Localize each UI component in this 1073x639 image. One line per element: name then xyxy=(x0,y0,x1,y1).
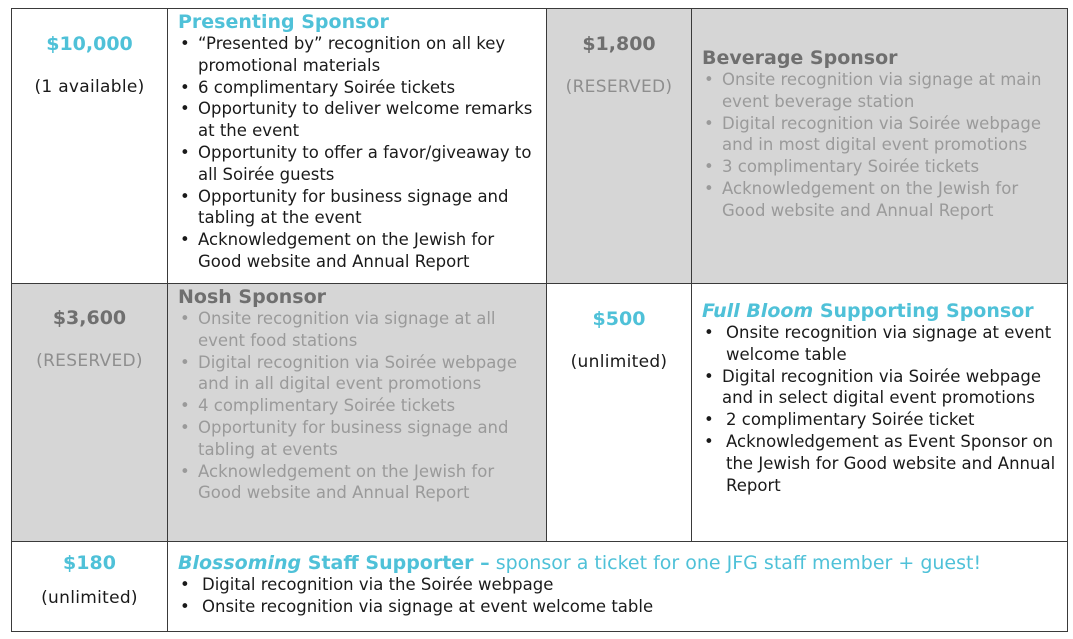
availability: (RESERVED) xyxy=(565,77,673,97)
details-cell-staff xyxy=(168,542,1067,631)
tier-title xyxy=(702,300,1061,322)
details-cell-nosh xyxy=(168,284,547,542)
benefit-list xyxy=(178,574,1061,618)
tier-title-italic: Full Bloom xyxy=(702,300,814,322)
price: $500 xyxy=(592,308,646,330)
availability: (unlimited) xyxy=(41,588,138,608)
list-item: • Opportunity to deliver welcome remarks at the event xyxy=(178,98,540,142)
benefit-list xyxy=(178,308,540,504)
tier-title-italic: Blossoming xyxy=(178,552,302,574)
list-item: • Onsite recognition via signage at event welcome table xyxy=(178,596,1061,618)
price-cell-nosh xyxy=(12,284,168,542)
tier-title xyxy=(178,552,1061,574)
list-item: • Digital recognition via the Soirée webpage xyxy=(178,574,1061,596)
list-item: • Digital recognition via Soirée webpage and in all digital event promotions xyxy=(178,352,540,396)
price: $10,000 xyxy=(46,33,133,55)
list-item: • Digital recognition via Soirée webpage and in most digital event promotions xyxy=(702,113,1061,157)
tier-title-bold: Staff Supporter – xyxy=(301,552,490,574)
list-item: • Acknowledgement on the Jewish for Good website and Annual Report xyxy=(702,178,1061,222)
price: $3,600 xyxy=(52,307,127,329)
list-item: • Opportunity for business signage and tabling at events xyxy=(178,417,540,461)
availability: (1 available) xyxy=(34,77,145,97)
tier-title: Beverage Sponsor xyxy=(702,47,898,69)
availability: (RESERVED) xyxy=(36,351,143,371)
list-item: • “Presented by” recognition on all key promotional materials xyxy=(178,33,540,77)
price-cell-staff xyxy=(12,542,168,631)
list-item: • 2 complimentary Soirée ticket xyxy=(702,409,1061,431)
list-item: • Opportunity to offer a favor/giveaway to all Soirée guests xyxy=(178,142,540,186)
list-item: • 6 complimentary Soirée tickets xyxy=(178,77,540,99)
price-cell-beverage xyxy=(547,9,692,284)
list-item: • Onsite recognition via signage at main event beverage station xyxy=(702,69,1061,113)
sponsorship-table xyxy=(11,8,1068,632)
details-cell-full-bloom xyxy=(692,284,1067,542)
list-item: • 3 complimentary Soirée tickets xyxy=(702,156,1061,178)
list-item: • 4 complimentary Soirée tickets xyxy=(178,395,540,417)
benefit-list xyxy=(178,33,540,273)
benefit-list xyxy=(702,69,1061,222)
list-item: • Onsite recognition via signage at event welcome table xyxy=(702,322,1061,366)
tier-title-rest: Supporting Sponsor xyxy=(813,300,1034,322)
list-item: • Digital recognition via Soirée webpage and in select digital event promotions xyxy=(702,366,1061,410)
price: $1,800 xyxy=(582,33,656,55)
list-item: • Acknowledgement on the Jewish for Good website and Annual Report xyxy=(178,229,540,273)
list-item: • Acknowledgement as Event Sponsor on the Jewish for Good website and Annual Report xyxy=(702,431,1061,496)
price: $180 xyxy=(63,552,116,574)
availability: (unlimited) xyxy=(570,352,668,372)
list-item: • Opportunity for business signage and tabling at the event xyxy=(178,186,540,230)
tier-title-tail: sponsor a ticket for one JFG staff member + guest! xyxy=(489,552,982,574)
price-cell-presenting xyxy=(12,9,168,284)
tier-title: Presenting Sponsor xyxy=(178,11,389,33)
list-item: • Onsite recognition via signage at all event food stations xyxy=(178,308,540,352)
list-item: • Acknowledgement on the Jewish for Good website and Annual Report xyxy=(178,461,540,505)
benefit-list xyxy=(702,322,1061,496)
price-cell-full-bloom xyxy=(547,284,692,542)
details-cell-beverage xyxy=(692,9,1067,284)
tier-title: Nosh Sponsor xyxy=(178,286,327,308)
details-cell-presenting xyxy=(168,9,547,284)
